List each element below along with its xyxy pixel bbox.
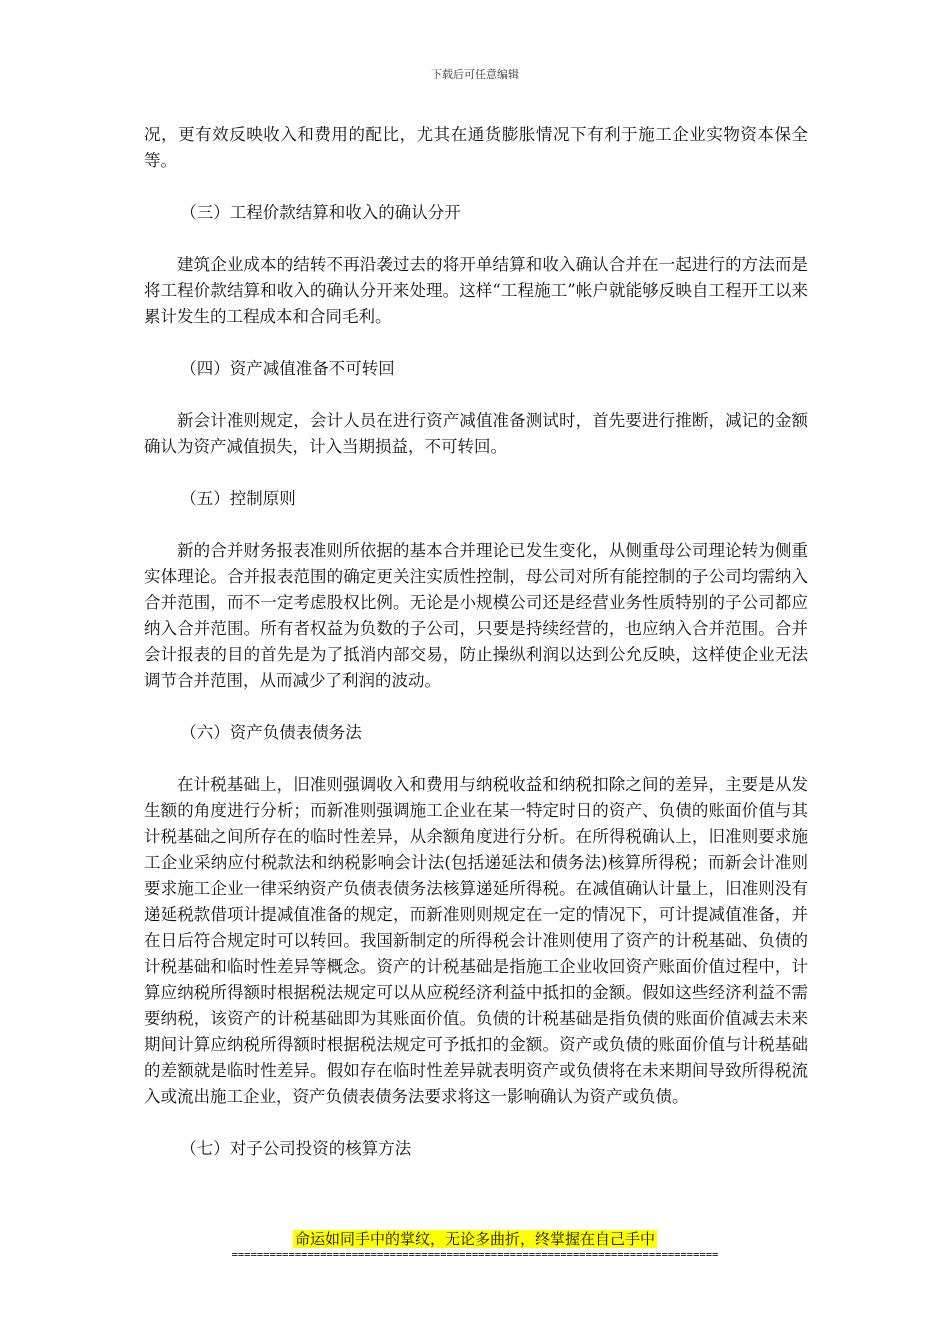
section-heading-6: （六）资产负债表债务法 xyxy=(180,723,362,742)
paragraph-section-5: 新的合并财务报表准则所依据的基本合并理论已发生变化，从侧重母公司理论转为侧重实体理论。合并报表范围的确定更关注实质性控制，母公司对所有能控制的子公司均需纳入合并范围，而不一定考虑股权比例。无论是小规模公司还是经营业务性质特别的子公司都应纳入合并范围。所有者权益为负数的子公司，只要是持续经营的，也应纳入合并范围。合并会计报表的目的首先是为了抵消内部交易，防止操纵利润以达到公允反映，这样使企业无法调节合并范围，从而减少了利润的波动。 xyxy=(144,541,808,690)
footer-banner-text: 命运如同手中的掌纹，无论多曲折，终掌握在自己手中 xyxy=(294,1230,655,1248)
page-header: 下载后可任意编辑 xyxy=(431,68,519,81)
document-body xyxy=(144,122,808,1188)
paragraph-continued: 况，更有效反映收入和费用的配比，尤其在通货膨胀情况下有利于施工企业实物资本保全等。 xyxy=(144,125,808,170)
section-heading-7: （七）对子公司投资的核算方法 xyxy=(180,1139,412,1158)
paragraph-section-4: 新会计准则规定，会计人员在进行资产减值准备测试时，首先要进行推断，减记的金额确认为资产减值损失，计入当期损益，不可转回。 xyxy=(144,411,808,456)
paragraph-section-6: 在计税基础上，旧准则强调收入和费用与纳税收益和纳税扣除之间的差异，主要是从发生额的角度进行分析；而新准则强调施工企业在某一特定时日的资产、负债的账面价值与其计税基础之间所存在的临时性差异，从余额角度进行分析。在所得税确认上，旧准则要求施工企业采纳应付税款法和纳税影响会计法(包括递延法和债务法)核算所得税；而新会计准则要求施工企业一律采纳资产负债表债务法核算递延所得税。在减值确认计量上，旧准则没有递延税款借项计提减值准备的规定，而新准则则规定在一定的情况下，可计提减值准备，并在日后符合规定时可以转回。我国新制定的所得税会计准则使用了资产的计税基础、负债的计税基础和临时性差异等概念。资产的计税基础是指施工企业收回资产账面价值过程中，计算应纳税所得额时根据税法规定可以从应税经济利益中抵扣的金额。假如这些经济利益不需要纳税，该资产的计税基础即为其账面价值。负债的计税基础是指负债的账面价值减去未来期间计算应纳税所得额时根据税法规定可予抵扣的金额。资产或负债的账面价值与计税基础的差额就是临时性差异。假如存在临时性差异就表明资产或负债将在未来期间导致所得税流入或流出施工企业，资产负债表债务法要求将这一影响确认为资产或负债。 xyxy=(144,775,808,1106)
section-heading-4: （四）资产减值准备不可转回 xyxy=(180,359,395,378)
footer-rule: ============================================================================= xyxy=(231,1249,719,1261)
footer-banner xyxy=(0,1229,950,1249)
section-heading-3: （三）工程价款结算和收入的确认分开 xyxy=(180,203,461,222)
paragraph-section-3: 建筑企业成本的结转不再沿袭过去的将开单结算和收入确认合并在一起进行的方法而是将工程价款结算和收入的确认分开来处理。这样“工程施工”帐户就能够反映自工程开工以来累计发生的工程成本和合同毛利。 xyxy=(144,255,808,326)
section-heading-5: （五）控制原则 xyxy=(180,489,296,508)
